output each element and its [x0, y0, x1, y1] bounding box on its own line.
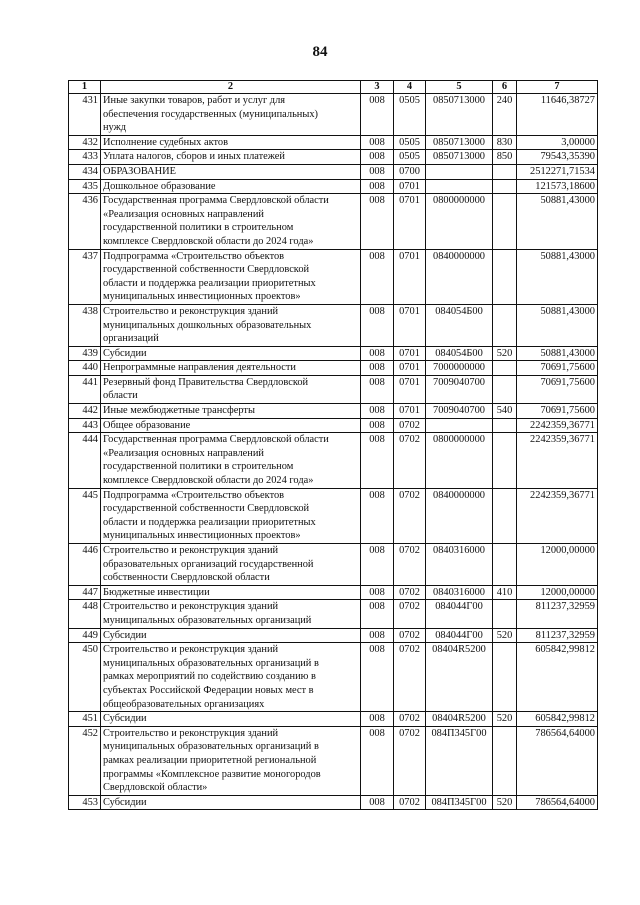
target-code: 0800000000 — [426, 433, 493, 488]
ministry-code: 008 — [361, 643, 394, 712]
ministry-code: 008 — [361, 164, 394, 179]
expense-type-code — [493, 361, 517, 376]
row-name-line: Уплата налогов, сборов и иных платежей — [103, 151, 285, 163]
ministry-code: 008 — [361, 346, 394, 361]
row-number: 447 — [69, 585, 101, 600]
row-name-line: Строительство и реконструкция зданий — [103, 727, 279, 739]
column-header: 7 — [517, 81, 598, 94]
target-code: 7000000000 — [426, 361, 493, 376]
row-name — [101, 94, 361, 136]
section-code: 0701 — [394, 404, 426, 419]
amount: 811237,32959 — [517, 628, 598, 643]
header-row — [69, 81, 598, 94]
target-code: 084044Г00 — [426, 600, 493, 628]
ministry-code: 008 — [361, 726, 394, 795]
section-code: 0701 — [394, 375, 426, 403]
section-code: 0701 — [394, 179, 426, 194]
table-row — [69, 304, 598, 346]
row-name — [101, 164, 361, 179]
amount: 2242359,36771 — [517, 488, 598, 543]
section-code: 0702 — [394, 600, 426, 628]
row-name-line: области и поддержка реализации приоритетных — [103, 516, 316, 528]
ministry-code: 008 — [361, 194, 394, 249]
section-code: 0505 — [394, 94, 426, 136]
budget-table — [68, 80, 598, 810]
expense-type-code — [493, 433, 517, 488]
section-code: 0702 — [394, 726, 426, 795]
row-name — [101, 585, 361, 600]
amount: 50881,43000 — [517, 346, 598, 361]
table-row — [69, 418, 598, 433]
ministry-code: 008 — [361, 375, 394, 403]
row-number: 450 — [69, 643, 101, 712]
table-row — [69, 179, 598, 194]
row-name — [101, 418, 361, 433]
target-code — [426, 164, 493, 179]
amount: 70691,75600 — [517, 361, 598, 376]
expense-type-code — [493, 488, 517, 543]
amount: 70691,75600 — [517, 375, 598, 403]
target-code: 0840316000 — [426, 544, 493, 586]
row-name-line: Дошкольное образование — [103, 180, 216, 192]
row-name-line: образовательных организаций государственной — [103, 558, 314, 570]
amount: 50881,43000 — [517, 304, 598, 346]
row-name — [101, 628, 361, 643]
amount: 50881,43000 — [517, 249, 598, 304]
row-name-line: Субсидии — [103, 629, 147, 641]
row-name — [101, 433, 361, 488]
row-name-line: Непрограммные направления деятельности — [103, 362, 296, 374]
row-number: 452 — [69, 726, 101, 795]
ministry-code: 008 — [361, 179, 394, 194]
row-number: 439 — [69, 346, 101, 361]
target-code: 084П345Г00 — [426, 795, 493, 810]
amount: 2242359,36771 — [517, 433, 598, 488]
row-name — [101, 135, 361, 150]
row-name-line: собственности Свердловской области — [103, 572, 270, 584]
row-number: 441 — [69, 375, 101, 403]
row-name-line: Строительство и реконструкция зданий — [103, 545, 279, 556]
row-name-line: Субсидии — [103, 713, 147, 725]
expense-type-code: 520 — [493, 712, 517, 727]
table-row — [69, 488, 598, 543]
row-name-line: области — [103, 390, 138, 402]
row-name-line: организаций — [103, 333, 159, 345]
target-code: 0840316000 — [426, 585, 493, 600]
row-name-line: муниципальных образовательных организаций в — [103, 657, 319, 669]
row-name-line: Свердловской области» — [103, 782, 208, 794]
target-code: 0850713000 — [426, 94, 493, 136]
row-name — [101, 194, 361, 249]
section-code: 0702 — [394, 585, 426, 600]
amount: 2512271,71534 — [517, 164, 598, 179]
row-name-line: Строительство и реконструкция зданий — [103, 601, 279, 613]
row-number: 443 — [69, 418, 101, 433]
table-row — [69, 135, 598, 150]
row-number: 448 — [69, 600, 101, 628]
row-name-line: ОБРАЗОВАНИЕ — [103, 165, 177, 177]
row-number: 438 — [69, 304, 101, 346]
row-name — [101, 712, 361, 727]
ministry-code: 008 — [361, 585, 394, 600]
row-name — [101, 795, 361, 810]
row-name-line: области и поддержка реализации приоритетных — [103, 277, 316, 289]
row-name-line: муниципальных инвестиционных проектов» — [103, 291, 301, 303]
row-name-line: муниципальных образовательных организаций в — [103, 741, 319, 753]
ministry-code: 008 — [361, 418, 394, 433]
ministry-code: 008 — [361, 94, 394, 136]
expense-type-code: 410 — [493, 585, 517, 600]
target-code: 084054Б00 — [426, 346, 493, 361]
table-row — [69, 795, 598, 810]
row-name-line: «Реализация основных направлений — [103, 208, 264, 220]
row-name — [101, 488, 361, 543]
table-row — [69, 361, 598, 376]
column-header: 4 — [394, 81, 426, 94]
row-name — [101, 346, 361, 361]
row-number: 431 — [69, 94, 101, 136]
expense-type-code: 240 — [493, 94, 517, 136]
row-number: 451 — [69, 712, 101, 727]
table-row — [69, 643, 598, 712]
amount: 811237,32959 — [517, 600, 598, 628]
ministry-code: 008 — [361, 600, 394, 628]
target-code: 0800000000 — [426, 194, 493, 249]
row-name — [101, 404, 361, 419]
target-code — [426, 179, 493, 194]
section-code: 0702 — [394, 433, 426, 488]
row-name-line: «Реализация основных направлений — [103, 447, 264, 459]
row-name — [101, 150, 361, 165]
table-row — [69, 94, 598, 136]
expense-type-code: 850 — [493, 150, 517, 165]
row-name — [101, 726, 361, 795]
section-code: 0701 — [394, 361, 426, 376]
expense-type-code — [493, 643, 517, 712]
ministry-code: 008 — [361, 712, 394, 727]
amount: 70691,75600 — [517, 404, 598, 419]
row-number: 436 — [69, 194, 101, 249]
section-code: 0701 — [394, 346, 426, 361]
row-number: 440 — [69, 361, 101, 376]
ministry-code: 008 — [361, 150, 394, 165]
expense-type-code — [493, 600, 517, 628]
row-name-line: субъектах Российской Федерации новых мест в — [103, 684, 314, 696]
ministry-code: 008 — [361, 249, 394, 304]
target-code: 084054Б00 — [426, 304, 493, 346]
section-code: 0701 — [394, 194, 426, 249]
table-row — [69, 600, 598, 628]
row-name-line: муниципальных инвестиционных проектов» — [103, 530, 301, 542]
table-row — [69, 585, 598, 600]
amount: 786564,64000 — [517, 795, 598, 810]
row-name — [101, 249, 361, 304]
row-name-line: общеобразовательных организациях — [103, 698, 265, 710]
row-name-line: программы «Комплексное развитие моногородов — [103, 768, 321, 780]
row-name-line: Строительство и реконструкция зданий — [103, 644, 279, 656]
expense-type-code: 520 — [493, 628, 517, 643]
row-name-line: государственной собственности Свердловской — [103, 503, 310, 515]
row-number: 453 — [69, 795, 101, 810]
section-code: 0701 — [394, 304, 426, 346]
amount: 12000,00000 — [517, 585, 598, 600]
row-name-line: рамках реализации приоритетной региональной — [103, 754, 317, 766]
row-number: 437 — [69, 249, 101, 304]
table-row — [69, 404, 598, 419]
target-code: 084044Г00 — [426, 628, 493, 643]
section-code: 0702 — [394, 712, 426, 727]
section-code: 0505 — [394, 150, 426, 165]
ministry-code: 008 — [361, 433, 394, 488]
row-name-line: Иные межбюджетные трансферты — [103, 405, 255, 417]
column-header: 6 — [493, 81, 517, 94]
row-name — [101, 179, 361, 194]
table-row — [69, 628, 598, 643]
table-row — [69, 249, 598, 304]
ministry-code: 008 — [361, 795, 394, 810]
row-name-line: государственной собственности Свердловской — [103, 264, 310, 276]
expense-type-code — [493, 249, 517, 304]
expense-type-code — [493, 194, 517, 249]
row-name-line: Бюджетные инвестиции — [103, 586, 210, 598]
section-code: 0702 — [394, 795, 426, 810]
table-row — [69, 346, 598, 361]
ministry-code: 008 — [361, 404, 394, 419]
amount: 2242359,36771 — [517, 418, 598, 433]
expense-type-code — [493, 726, 517, 795]
target-code: 084П345Г00 — [426, 726, 493, 795]
section-code: 0702 — [394, 628, 426, 643]
section-code: 0702 — [394, 544, 426, 586]
column-header: 1 — [69, 81, 101, 94]
table-row — [69, 712, 598, 727]
row-name-line: Общее образование — [103, 419, 191, 431]
section-code: 0702 — [394, 488, 426, 543]
row-name — [101, 600, 361, 628]
row-name — [101, 361, 361, 376]
row-number: 435 — [69, 179, 101, 194]
row-name-line: Подпрограмма «Строительство объектов — [103, 250, 285, 262]
column-header: 3 — [361, 81, 394, 94]
row-name-line: муниципальных образовательных организаций — [103, 614, 312, 626]
row-name-line: Иные закупки товаров, работ и услуг для — [103, 95, 286, 106]
page-number: 84 — [312, 44, 328, 60]
target-code: 0850713000 — [426, 150, 493, 165]
amount: 786564,64000 — [517, 726, 598, 795]
target-code: 0840000000 — [426, 249, 493, 304]
section-code: 0702 — [394, 418, 426, 433]
expense-type-code: 830 — [493, 135, 517, 150]
row-name-line: Субсидии — [103, 347, 147, 359]
ministry-code: 008 — [361, 304, 394, 346]
table-row — [69, 375, 598, 403]
row-number: 433 — [69, 150, 101, 165]
expense-type-code: 540 — [493, 404, 517, 419]
row-name-line: государственной политики в строительном — [103, 222, 294, 234]
ministry-code: 008 — [361, 488, 394, 543]
expense-type-code — [493, 304, 517, 346]
row-name-line: Подпрограмма «Строительство объектов — [103, 489, 285, 501]
row-name-line: Исполнение судебных актов — [103, 136, 228, 148]
row-name-line: Государственная программа Свердловской области — [103, 434, 329, 446]
row-name-line: рамках мероприятий по содействию созданию в — [103, 671, 316, 683]
expense-type-code: 520 — [493, 795, 517, 810]
table-row — [69, 194, 598, 249]
ministry-code: 008 — [361, 135, 394, 150]
target-code: 7009040700 — [426, 404, 493, 419]
expense-type-code — [493, 179, 517, 194]
expense-type-code — [493, 164, 517, 179]
row-name-line: нужд — [103, 122, 127, 134]
row-name-line: Резервный фонд Правительства Свердловской — [103, 376, 309, 388]
row-name — [101, 643, 361, 712]
row-name-line: обеспечения государственных (муниципальных) — [103, 108, 319, 120]
expense-type-code: 520 — [493, 346, 517, 361]
column-header: 5 — [426, 81, 493, 94]
expense-type-code — [493, 375, 517, 403]
row-name-line: государственной политики в строительном — [103, 461, 294, 473]
ministry-code: 008 — [361, 628, 394, 643]
section-code: 0702 — [394, 643, 426, 712]
amount: 605842,99812 — [517, 712, 598, 727]
amount: 79543,35390 — [517, 150, 598, 165]
section-code: 0700 — [394, 164, 426, 179]
table-body — [69, 94, 598, 810]
table-row — [69, 544, 598, 586]
column-header: 2 — [101, 81, 361, 94]
amount: 121573,18600 — [517, 179, 598, 194]
row-number: 432 — [69, 135, 101, 150]
target-code — [426, 418, 493, 433]
table-row — [69, 433, 598, 488]
row-number: 446 — [69, 544, 101, 586]
target-code: 08404R5200 — [426, 643, 493, 712]
amount: 3,00000 — [517, 135, 598, 150]
amount: 605842,99812 — [517, 643, 598, 712]
section-code: 0505 — [394, 135, 426, 150]
expense-type-code — [493, 418, 517, 433]
target-code: 0850713000 — [426, 135, 493, 150]
target-code: 7009040700 — [426, 375, 493, 403]
expense-type-code — [493, 544, 517, 586]
row-number: 444 — [69, 433, 101, 488]
row-number: 445 — [69, 488, 101, 543]
row-name — [101, 544, 361, 586]
row-number: 434 — [69, 164, 101, 179]
row-name-line: комплексе Свердловской области до 2024 года» — [103, 475, 314, 487]
table-row — [69, 164, 598, 179]
row-number: 442 — [69, 404, 101, 419]
section-code: 0701 — [394, 249, 426, 304]
table-row — [69, 726, 598, 795]
row-name-line: Строительство и реконструкция зданий — [103, 305, 279, 317]
row-name — [101, 304, 361, 346]
row-name-line: Субсидии — [103, 796, 147, 808]
row-name-line: Государственная программа Свердловской области — [103, 195, 329, 207]
row-number: 449 — [69, 628, 101, 643]
table-row — [69, 150, 598, 165]
amount: 11646,38727 — [517, 94, 598, 136]
row-name — [101, 375, 361, 403]
row-name-line: комплексе Свердловской области до 2024 года» — [103, 235, 314, 247]
target-code: 08404R5200 — [426, 712, 493, 727]
target-code: 0840000000 — [426, 488, 493, 543]
ministry-code: 008 — [361, 544, 394, 586]
ministry-code: 008 — [361, 361, 394, 376]
amount: 50881,43000 — [517, 194, 598, 249]
amount: 12000,00000 — [517, 544, 598, 586]
row-name-line: муниципальных дошкольных образовательных — [103, 319, 312, 331]
